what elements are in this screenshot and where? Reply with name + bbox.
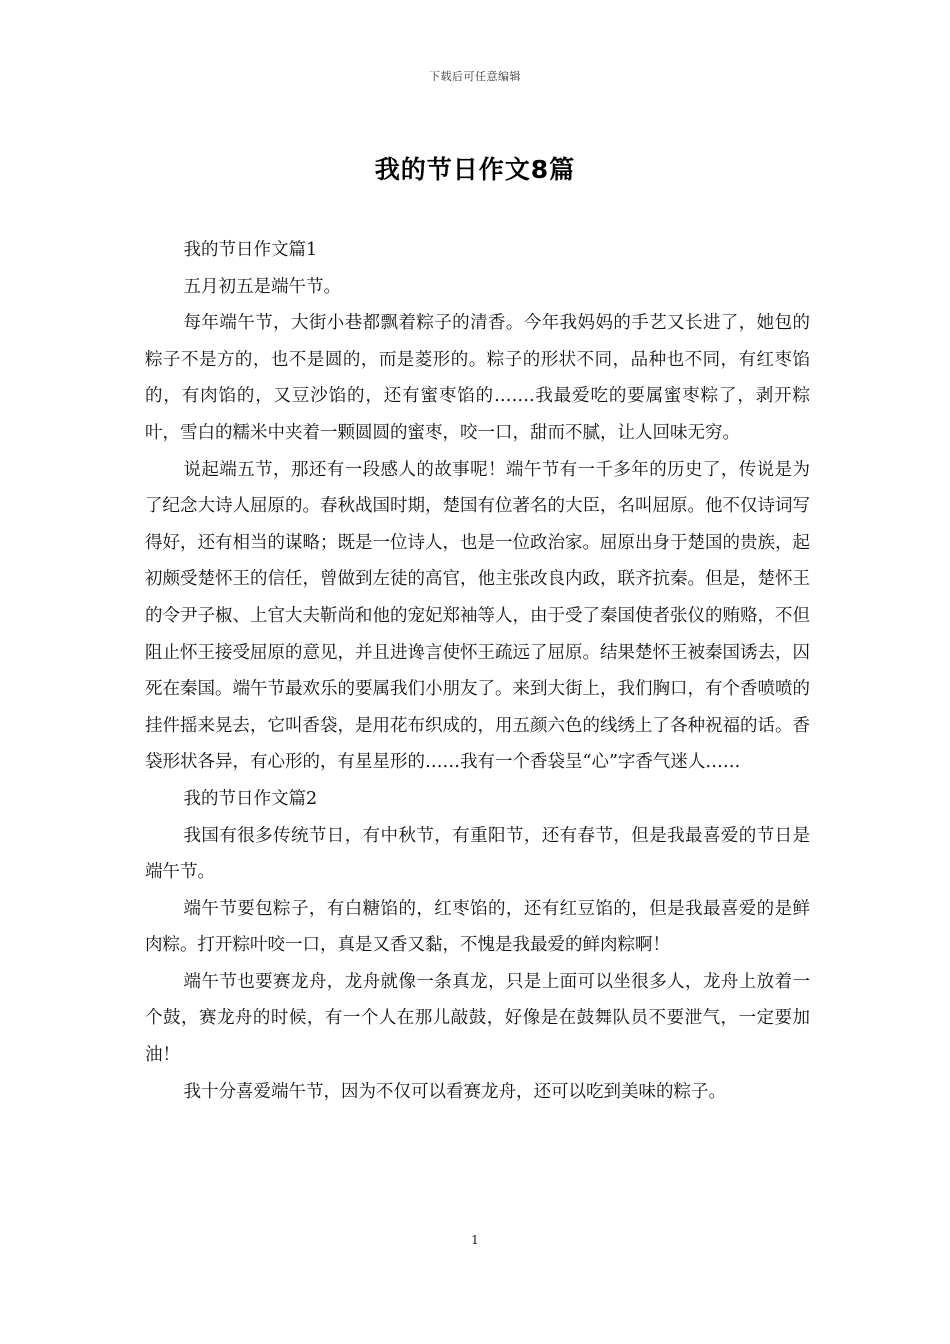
paragraph: 每年端午节，大街小巷都飘着粽子的清香。今年我妈妈的手艺又长进了，她包的粽子不是方的，也不是圆的，而是菱形的。粽子的形状不同，品种也不同，有红枣馅的，有肉馅的，又豆沙馅的，还有蜜枣馅的…….我最爱吃的要属蜜枣粽了，剥开粽叶，雪白的糯米中夹着一颗圆圆的蜜枣，咬一口，甜而不腻，让人回味无穷。 (145, 313, 810, 443)
paragraph: 五月初五是端午节。 (183, 276, 341, 297)
document-body (145, 232, 810, 1110)
paragraph: 说起端五节，那还有一段感人的故事呢！端午节有一千多年的历史了，传说是为了纪念大诗人屈原的。春秋战国时期，楚国有位著名的大臣，名叫屈原。他不仅诗词写得好，还有相当的谋略；既是一位诗人，也是一位政治家。屈原出身于楚国的贵族，起初颇受楚怀王的信任，曾做到左徒的高官，他主张改良内政，联齐抗秦。但是，楚怀王的令尹子椒、上官大夫靳尚和他的宠妃郑袖等人，由于受了秦国使者张仪的贿赂，不但阻止怀王接受屈原的意见，并且进谗言使怀王疏远了屈原。结果楚怀王被秦国诱去，囚死在秦国。端午节最欢乐的要属我们小朋友了。来到大街上，我们胸口，有个香喷喷的挂件摇来晃去，它叫香袋，是用花布织成的，用五颜六色的线绣上了各种祝福的话。香袋形状各异，有心形的，有星星形的……我有一个香袋呈“心”字香气迷人…… (145, 459, 810, 773)
page-number: 1 (471, 1233, 479, 1247)
section-heading: 我的节日作文篇2 (183, 788, 318, 809)
paragraph: 我十分喜爱端午节，因为不仅可以看赛龙舟，还可以吃到美味的粽子。 (183, 1081, 726, 1102)
section-heading: 我的节日作文篇1 (183, 240, 318, 260)
page-header-note: 下载后可任意编辑 (429, 70, 521, 83)
paragraph: 端午节也要赛龙舟，龙舟就像一条真龙，只是上面可以坐很多人，龙舟上放着一个鼓，赛龙舟的时候，有一个人在那儿敲鼓，好像是在鼓舞队员不要泄气，一定要加油！ (145, 971, 810, 1066)
paragraph: 端午节要包粽子，有白糖馅的，红枣馅的，还有红豆馅的，但是我最喜爱的是鲜肉粽。打开粽叶咬一口，真是又香又黏，不愧是我最爱的鲜肉粽啊！ (145, 898, 810, 956)
paragraph: 我国有很多传统节日，有中秋节，有重阳节，还有春节，但是我最喜爱的节日是端午节。 (145, 825, 810, 883)
document-title: 我的节日作文8篇 (374, 155, 576, 184)
